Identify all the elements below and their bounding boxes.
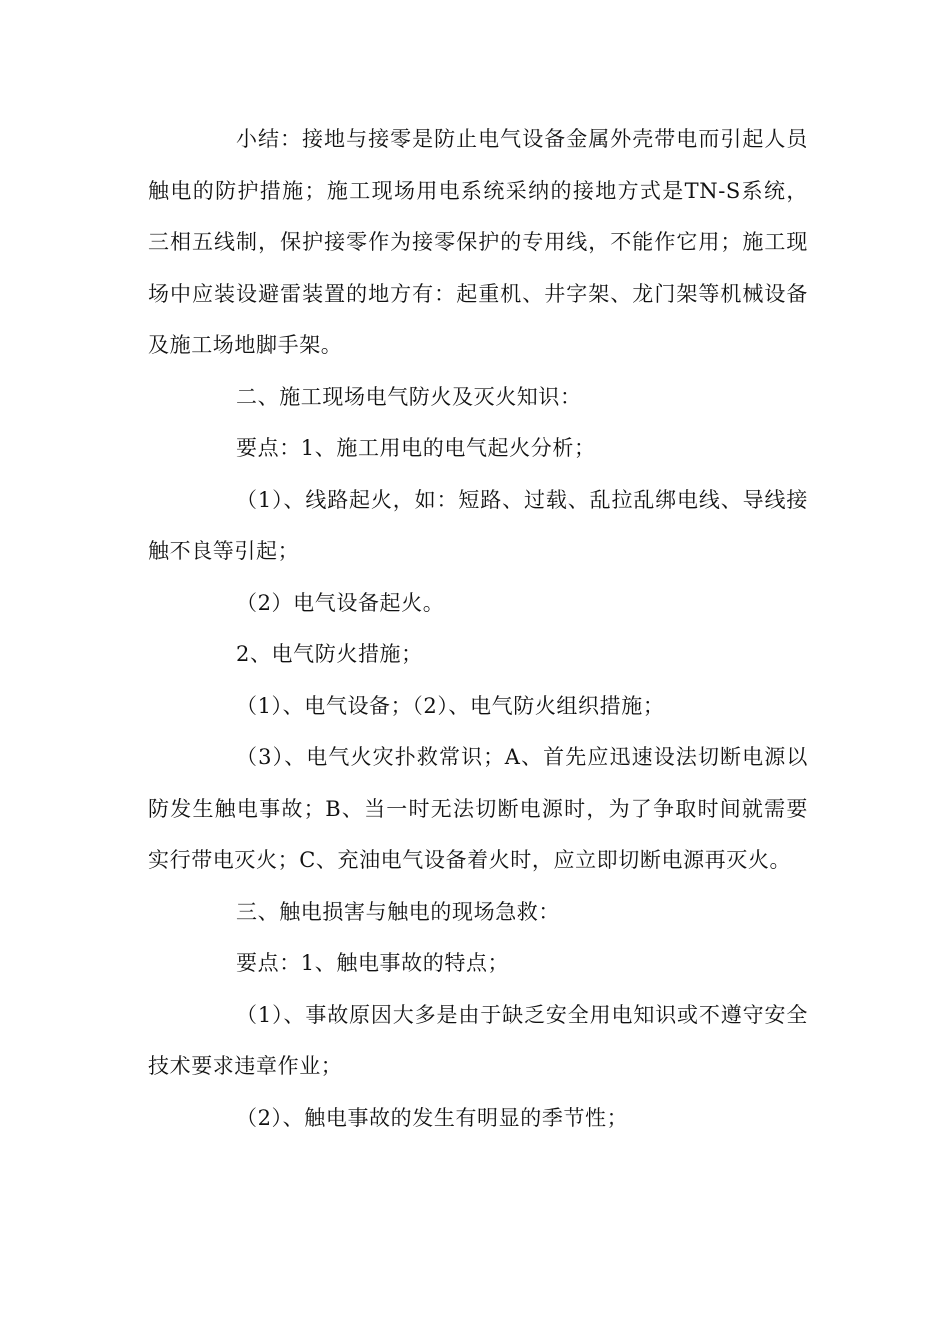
paragraph-equipment-organization-measures: （1）、电气设备；（2）、电气防火组织措施； xyxy=(236,693,665,718)
paragraph-key-point-shock-features: 要点：1、触电事故的特点； xyxy=(236,951,510,975)
paragraph-shock-seasonality: （2）、触电事故的发生有明显的季节性； xyxy=(236,1105,629,1130)
section-heading-electric-shock: 三、触电损害与触电的现场急救： xyxy=(236,899,560,924)
paragraph-shock-causes: （1）、事故原因大多是由于缺乏安全用电知识或不遵守安全技术要求违章作业； xyxy=(148,1002,808,1078)
section-heading-fire-prevention: 二、施工现场电气防火及灭火知识： xyxy=(236,384,582,409)
paragraph-line-fire: （1）、线路起火，如：短路、过载、乱拉乱绑电线、导线接触不良等引起； xyxy=(148,487,808,563)
paragraph-key-point-fire-analysis: 要点：1、施工用电的电气起火分析； xyxy=(236,436,596,460)
paragraph-summary: 小结：接地与接零是防止电气设备金属外壳带电而引起人员触电的防护措施；施工现场用电系统采纳的接地方式是TN-S系统，三相五线制，保护接零作为接零保护的专用线，不能作它用；施工现场中应装设避雷装置的地方有：起重机、井字架、龙门架等机械设备及施工场地脚手架。 xyxy=(148,127,808,357)
document-body xyxy=(148,114,808,1144)
paragraph-equipment-fire: （2）电气设备起火。 xyxy=(236,590,445,615)
paragraph-fire-prevention-measures: 2、电气防火措施； xyxy=(236,642,423,666)
paragraph-fire-fighting-knowledge: （3）、电气火灾扑救常识；A、首先应迅速设法切断电源以防发生触电事故；B、当一时无法切断电源时，为了争取时间就需要实行带电灭火；C、充油电气设备着火时，应立即切断电源再灭火。 xyxy=(148,745,808,872)
